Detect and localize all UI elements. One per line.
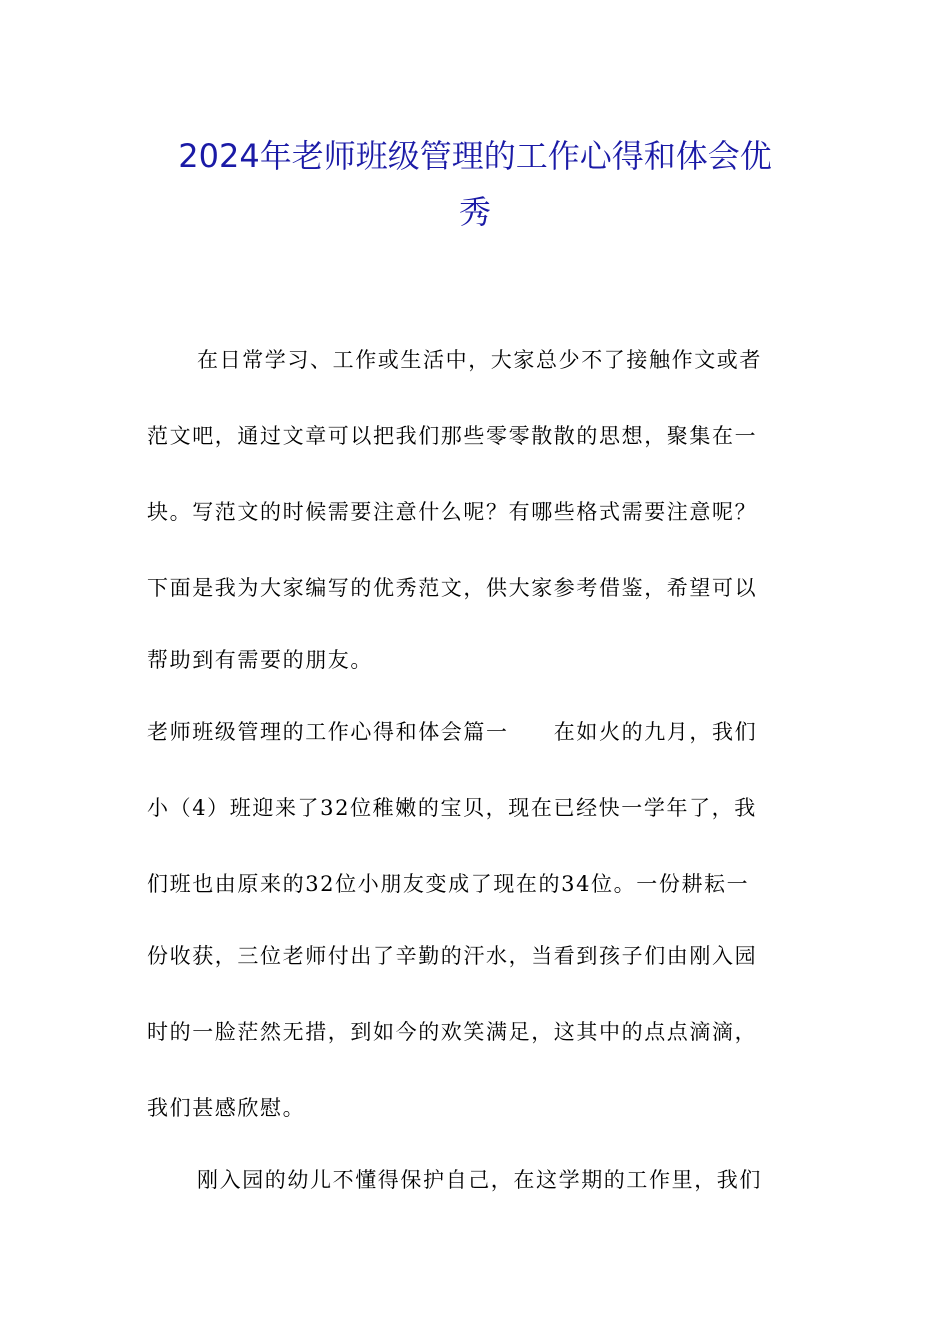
- document-title: [140, 128, 810, 240]
- body-line-3: 块。写范文的时候需要注意什么呢？有哪些格式需要注意呢？: [147, 500, 758, 524]
- body-line-8: 们班也由原来的32位小朋友变成了现在的34位。一份耕耘一: [147, 872, 750, 896]
- body-line-6: 老师班级管理的工作心得和体会篇一 在如火的九月，我们: [147, 720, 758, 744]
- body-line-2: 范文吧，通过文章可以把我们那些零零散散的思想，聚集在一: [147, 424, 758, 448]
- title-line-2: 秀: [458, 193, 491, 231]
- body-line-1: 在日常学习、工作或生活中，大家总少不了接触作文或者: [197, 348, 762, 372]
- body-line-7: 小（4）班迎来了32位稚嫩的宝贝，现在已经快一学年了，我: [147, 796, 757, 820]
- title-line-1: 2024年老师班级管理的工作心得和体会优: [178, 137, 772, 175]
- body-line-4: 下面是我为大家编写的优秀范文，供大家参考借鉴，希望可以: [147, 576, 758, 600]
- body-line-12: 刚入园的幼儿不懂得保护自己，在这学期的工作里，我们: [197, 1168, 762, 1192]
- body-line-9: 份收获，三位老师付出了辛勤的汗水，当看到孩子们由刚入园: [147, 944, 758, 968]
- body-line-11: 我们甚感欣慰。: [147, 1096, 306, 1120]
- body-line-5: 帮助到有需要的朋友。: [147, 648, 373, 672]
- body-line-10: 时的一脸茫然无措，到如今的欢笑满足，这其中的点点滴滴，: [147, 1020, 758, 1044]
